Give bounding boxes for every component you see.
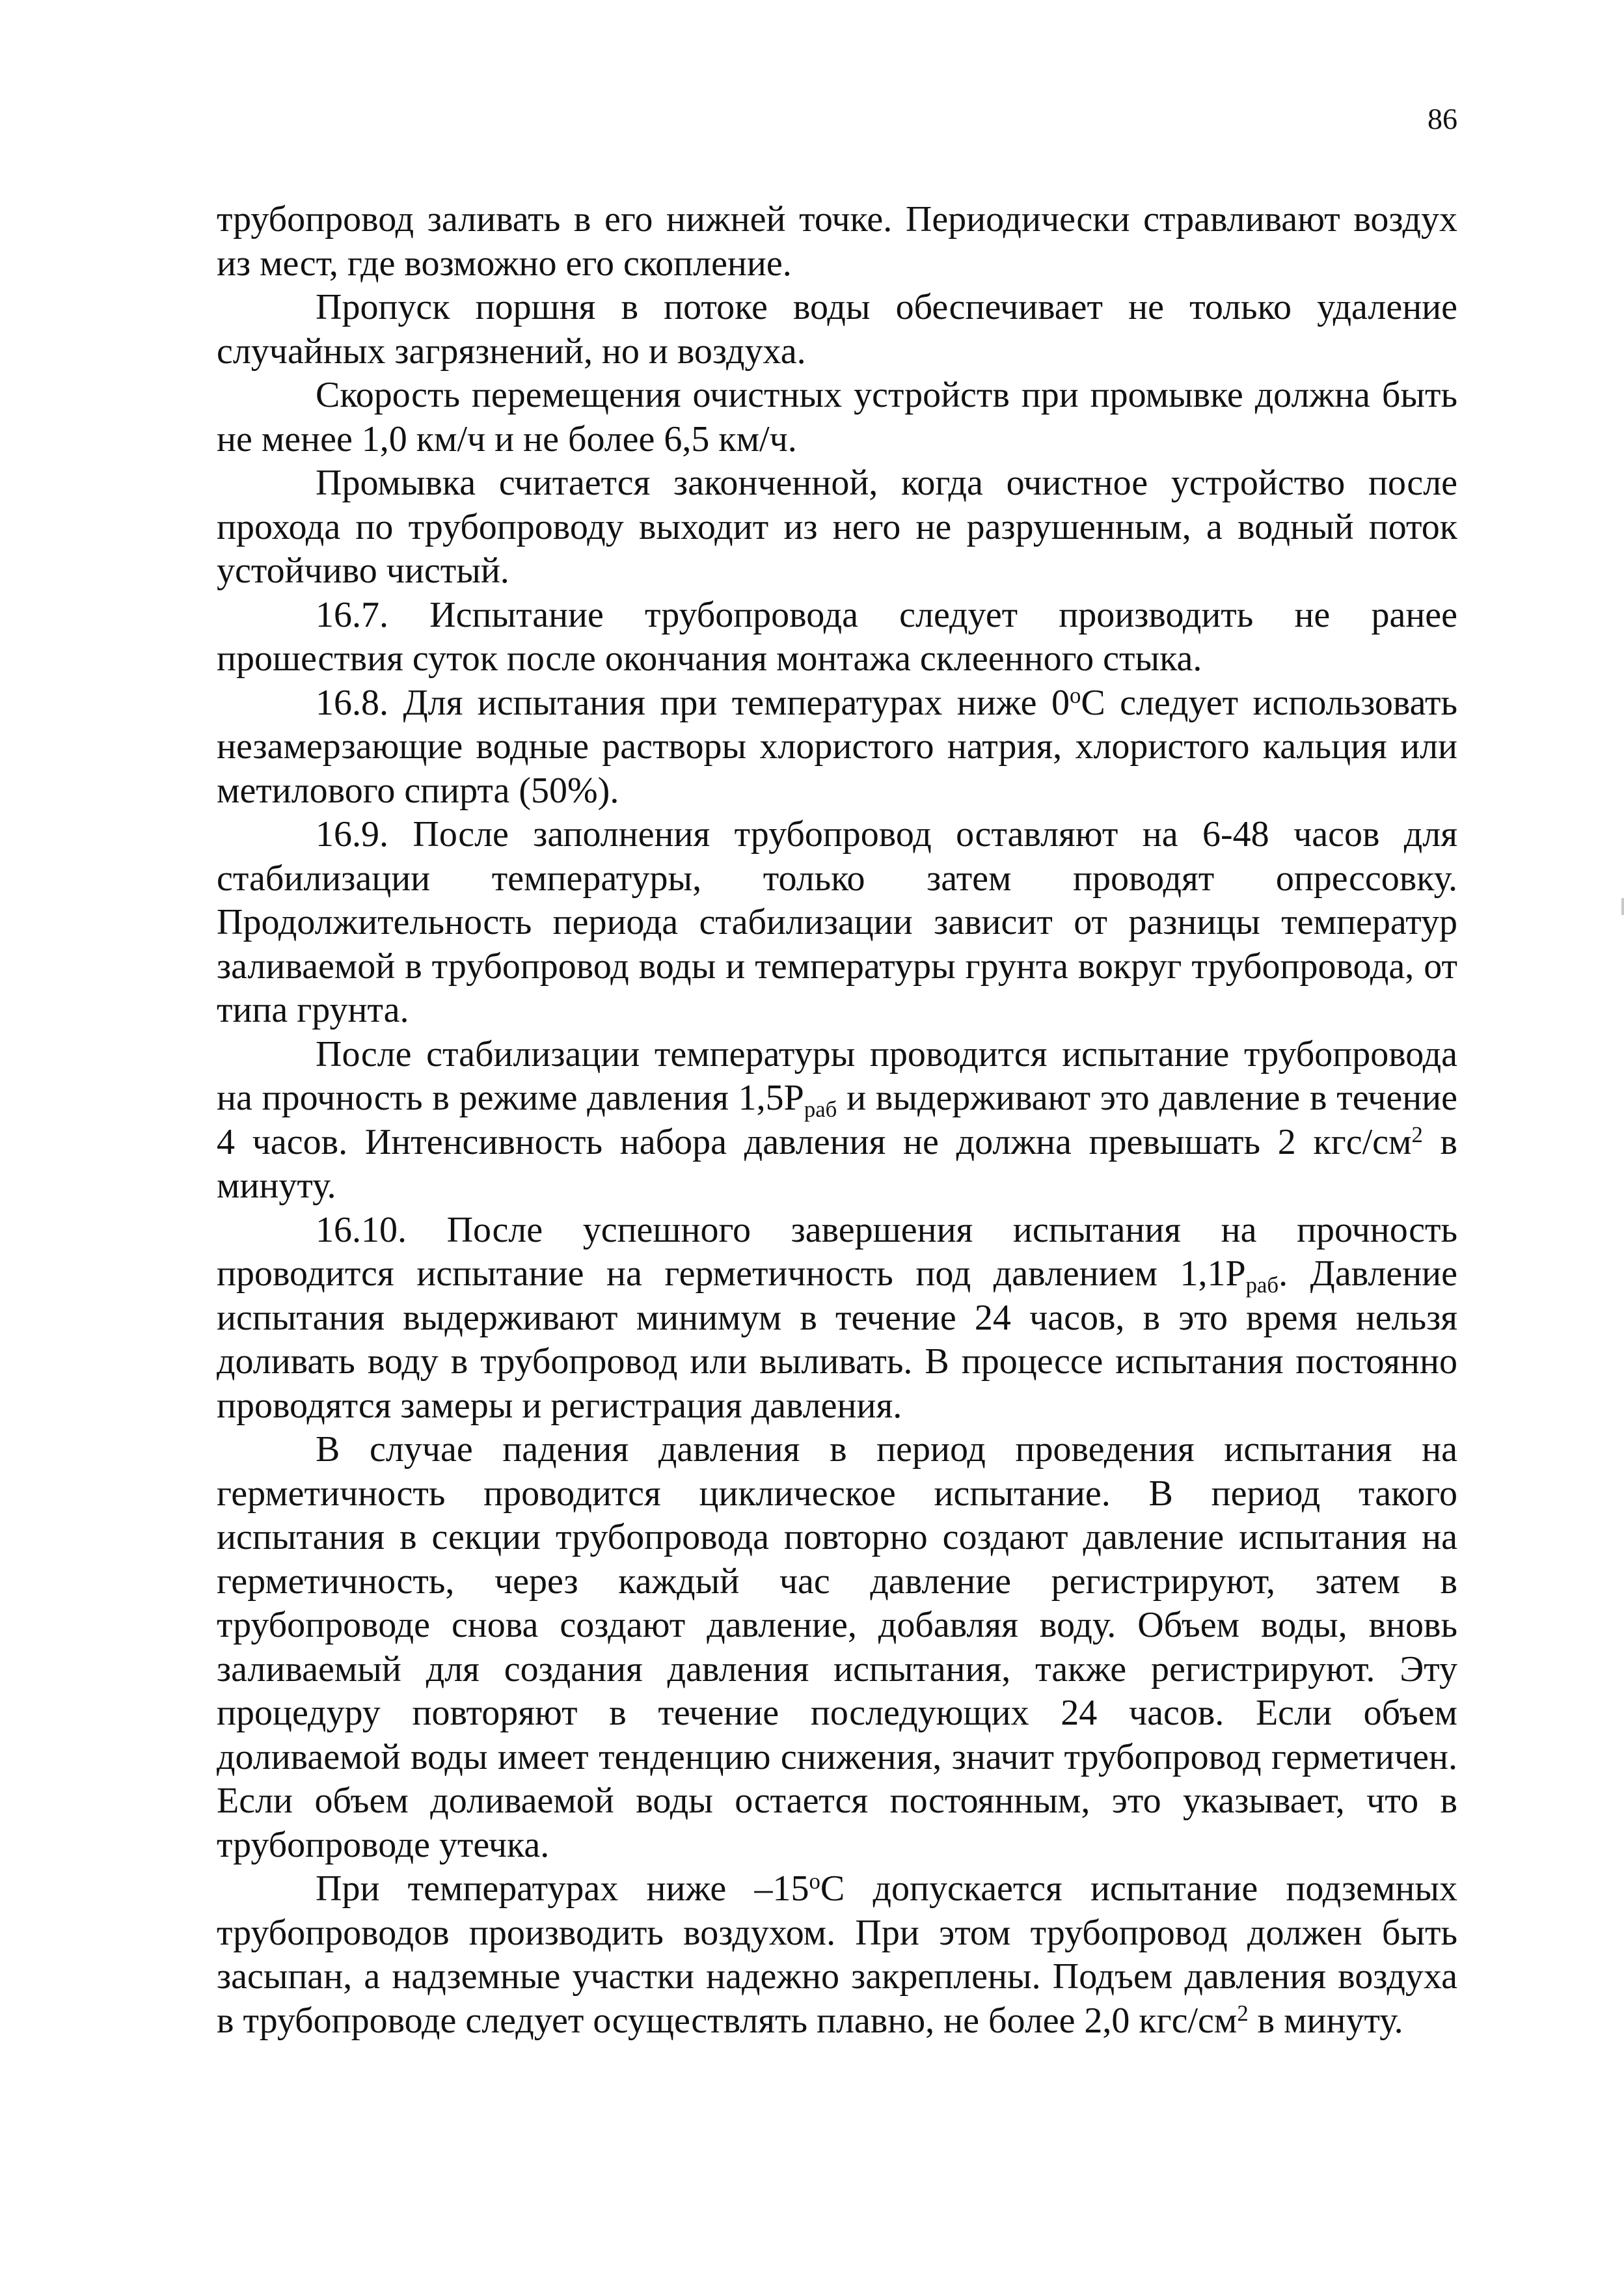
paragraph-continuation: трубопровод заливать в его нижней точке. Периодически стравливают воздух из мест, где возможно его скопление. <box>217 199 1457 284</box>
squared-symbol: 2 <box>1237 2000 1249 2026</box>
paragraph-16-8-part-2: С следует использовать незамерзающие водные растворы хлористого натрия, хлористого кальция или метилового спирта (50%). <box>217 682 1457 811</box>
paragraph-piston-pass: Пропуск поршня в потоке воды обеспечивает не только удаление случайных загрязнений, но и воздуха. <box>217 287 1457 372</box>
paragraph-strength-test-part-2: и выдерживают это давление в течение 4 часов. Интенсивность набора давления не должна превышать 2 кгс/см <box>217 1078 1457 1162</box>
paragraph-16-9: 16.9. После заполнения трубопровод оставляют на 6-48 часов для стабилизации температуры, только затем проводят опрессовку. Продолжительность периода стабилизации зависит от разницы температур заливаемой в трубопровод воды и температуры грунта вокруг трубопровода, от типа грунта. <box>217 814 1457 1030</box>
paragraph-air-test-part-2: С допускается испытание подземных трубопроводов производить воздухом. При этом трубопровод должен быть засыпан, а надземные участки надежно закреплены. Подъем давления воздуха в трубопроводе следует осуществлять плавно, не более 2,0 кгс/см <box>217 1868 1457 2041</box>
paragraph-air-test-part-1: При температурах ниже –15 <box>316 1868 809 1909</box>
scan-edge-mark <box>1621 898 1624 915</box>
paragraph-strength-test-part-1: После стабилизации температуры проводится испытание трубопровода на прочность в режиме давления 1,5Р <box>217 1033 1457 1118</box>
paragraph-16-10-part-1: 16.10. После успешного завершения испытания на прочность проводится испытание на герметичность под давлением 1,1Р <box>217 1209 1457 1294</box>
paragraph-cyclic-test: В случае падения давления в период проведения испытания на герметичность проводится циклическое испытание. В период такого испытания в секции трубопровода повторно создают давление испытания на герметичность, через каждый час давление регистрируют, затем в трубопроводе снова создают давление, добавляя воду. Объем воды, вновь заливаемый для создания давления испытания, также регистрируют. Эту процедуру повторяют в течение последующих 24 часов. Если объем доливаемой воды имеет тенденцию снижения, значит трубопровод герметичен. Если объем доливаемой воды остается постоянным, это указывает, что в трубопроводе утечка. <box>217 1429 1457 1865</box>
paragraph-16-10 <box>217 1209 1457 1429</box>
paragraph-strength-test-part-3: в минуту. <box>217 1121 1457 1206</box>
squared-symbol: 2 <box>1411 1121 1423 1147</box>
body-text <box>217 198 1457 2043</box>
paragraph-strength-test <box>217 1033 1457 1209</box>
paragraph-16-10-part-2: . Давление испытания выдерживают минимум в течение 24 часов, в это время нельзя доливать воду в трубопровод или выливать. В процессе испытания постоянно проводятся замеры и регистрация давления. <box>217 1253 1457 1426</box>
paragraph-16-8 <box>217 681 1457 813</box>
paragraph-air-test-part-3: в минуту. <box>1248 2000 1403 2041</box>
pressure-subscript: раб <box>804 1097 837 1123</box>
paragraph-flushing-complete: Промывка считается законченной, когда очистное устройство после прохода по трубопроводу выходит из него не разрушенным, а водный поток устойчиво чистый. <box>217 463 1457 591</box>
paragraph-16-7: 16.7. Испытание трубопровода следует производить не ранее прошествия суток после окончания монтажа склеенного стыка. <box>217 594 1457 679</box>
paragraph-cleaner-speed: Скорость перемещения очистных устройств при промывке должна быть не менее 1,0 км/ч и не более 6,5 км/ч. <box>217 375 1457 459</box>
degree-symbol: o <box>809 1868 820 1894</box>
degree-symbol: o <box>1069 682 1081 708</box>
paragraph-air-test <box>217 1867 1457 2043</box>
pressure-subscript: раб <box>1245 1272 1279 1298</box>
page-number: 86 <box>1428 102 1457 135</box>
paragraph-16-8-part-1: 16.8. Для испытания при температурах ниже 0 <box>316 682 1070 723</box>
